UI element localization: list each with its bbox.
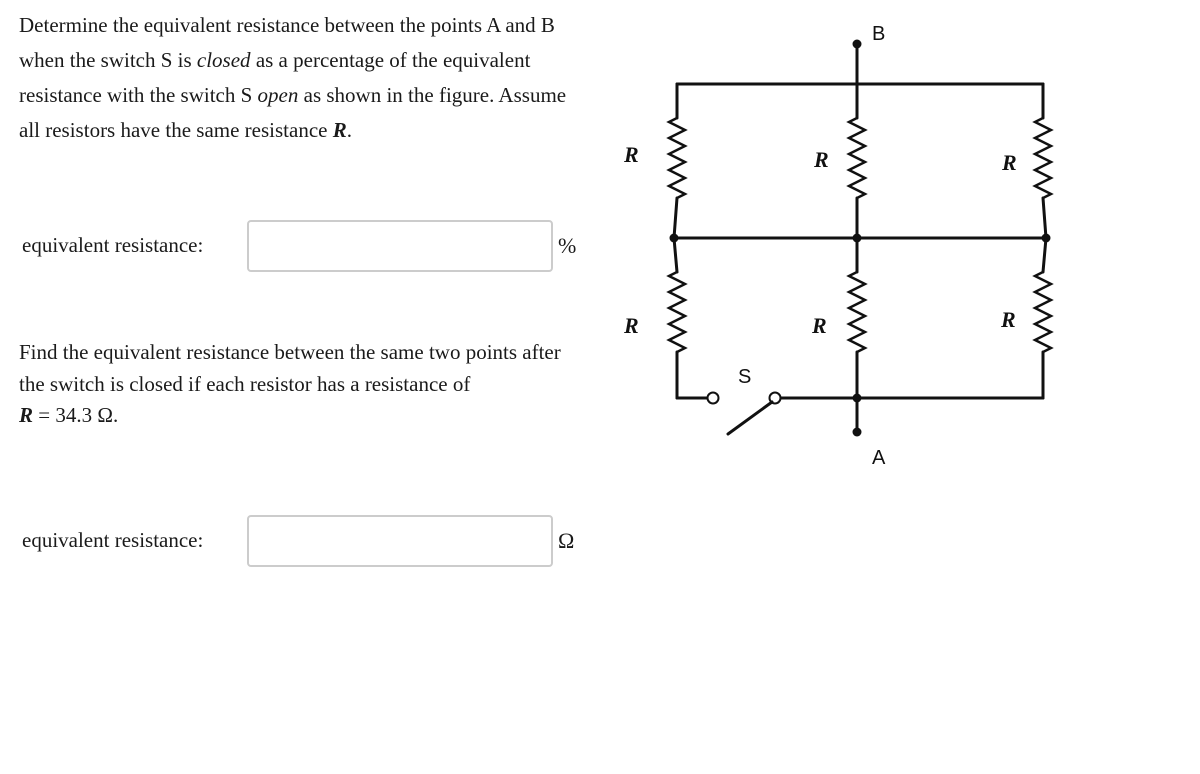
resistor-label: R bbox=[624, 142, 639, 167]
answer-1-label: equivalent resistance: bbox=[22, 233, 204, 257]
resistor-center-upper bbox=[849, 118, 865, 198]
q2-r-variable: R bbox=[19, 403, 34, 427]
wire bbox=[674, 238, 677, 272]
resistor-right-lower bbox=[1035, 272, 1051, 352]
answer-row-2 bbox=[22, 515, 592, 567]
switch-blade bbox=[728, 402, 772, 434]
answer-2-unit: Ω bbox=[558, 528, 575, 553]
terminal-b-dot bbox=[853, 40, 862, 49]
wire bbox=[1043, 198, 1046, 238]
resistor-left-upper bbox=[669, 118, 685, 198]
answer-2-input[interactable] bbox=[247, 515, 553, 567]
resistor-right-upper bbox=[1035, 118, 1051, 198]
resistor-label: R bbox=[1001, 307, 1016, 332]
question-1-text bbox=[19, 8, 589, 148]
label-b: B bbox=[872, 23, 886, 45]
q1-open-word: open bbox=[257, 83, 299, 107]
node-dot-bottom bbox=[853, 394, 862, 403]
answer-1-input[interactable] bbox=[247, 220, 553, 272]
answer-1-unit: % bbox=[558, 233, 577, 258]
resistor-left-lower bbox=[669, 272, 685, 352]
q2-r-value: = 34.3 Ω. bbox=[33, 403, 119, 427]
q2-text-part: Find the equivalent resistance between the same two points after the switch is closed if each resistor has a resistance of bbox=[19, 340, 561, 396]
terminal-a-dot bbox=[853, 428, 862, 437]
answer-2-label: equivalent resistance: bbox=[22, 528, 204, 552]
resistor-label: R bbox=[624, 313, 639, 338]
q1-closed-word: closed bbox=[196, 48, 251, 72]
resistor-label: R bbox=[814, 147, 829, 172]
q1-text-part: Determine the equivalent resistance between the points A and B when the switch S is bbox=[19, 13, 555, 72]
answer-row-1 bbox=[22, 220, 592, 272]
question-2-text bbox=[19, 337, 589, 432]
circuit-diagram bbox=[600, 0, 1090, 480]
q1-text-part: as a percentage of the equivalent resistance with the switch S bbox=[19, 48, 531, 107]
wire bbox=[674, 198, 677, 238]
q1-r-variable: R bbox=[332, 118, 347, 142]
q1-text-part: as shown in the figure. Assume all resistors have the same resistance bbox=[19, 83, 567, 142]
resistor-label: R bbox=[812, 313, 827, 338]
label-a: A bbox=[872, 447, 886, 469]
switch-contact-left bbox=[708, 393, 719, 404]
switch-label: S bbox=[738, 366, 752, 388]
resistor-label: R bbox=[1002, 150, 1017, 175]
q1-text-part: . bbox=[346, 118, 352, 142]
wire bbox=[1043, 238, 1046, 272]
resistor-center-lower bbox=[849, 272, 865, 352]
